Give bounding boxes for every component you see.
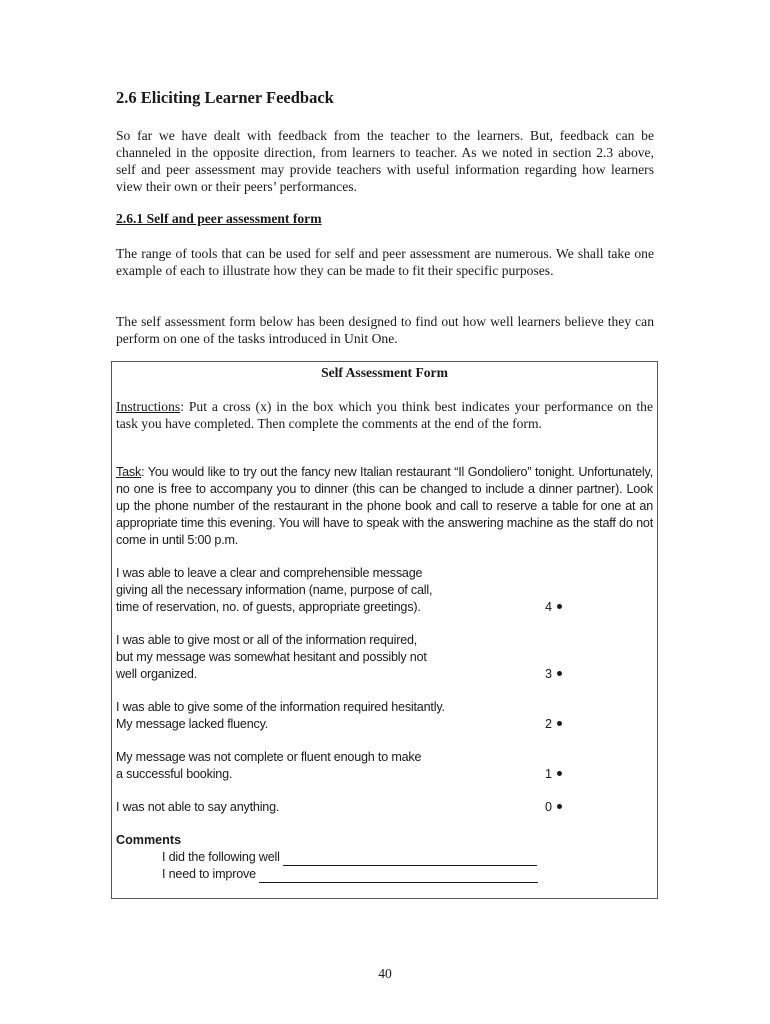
instructions-label: Instructions — [116, 399, 181, 414]
self-assessment-form-box — [111, 361, 658, 899]
page-number: 40 — [378, 966, 392, 981]
comment-improve-row — [162, 866, 538, 883]
bullet-icon — [557, 604, 562, 609]
criterion-4 — [116, 565, 476, 616]
form-title: Self Assessment Form — [321, 365, 448, 380]
score-value: 4 — [545, 600, 553, 614]
form-task — [116, 464, 653, 549]
score-value: 1 — [545, 767, 553, 781]
bullet-icon — [557, 721, 562, 726]
comment-improve-label: I need to improve — [162, 867, 256, 881]
comment-well-row — [162, 849, 537, 866]
score-value: 2 — [545, 717, 553, 731]
task-label: Task — [116, 465, 142, 479]
criterion-line: giving all the necessary information (name, purpose of call, — [116, 583, 433, 597]
score-option-1[interactable] — [545, 766, 562, 783]
criterion-line: I was able to give some of the information required hesitantly. — [116, 700, 445, 714]
criterion-line: My message lacked fluency. — [116, 717, 269, 731]
comment-well-field[interactable] — [283, 852, 537, 866]
tools-paragraph: The range of tools that can be used for self and peer assessment are numerous. We shall take one example of each to illustrate how they can be made to fit their specific purposes. — [116, 246, 654, 278]
bullet-icon — [557, 671, 562, 676]
criterion-line: well organized. — [116, 667, 198, 681]
criterion-line: I was able to leave a clear and comprehensible message — [116, 566, 423, 580]
criterion-line: I was not able to say anything. — [116, 800, 280, 814]
task-text: : You would like to try out the fancy new Italian restaurant “Il Gondoliero” tonight. Unfortunately, no one is free to accompany you to dinner (this can be changed to include a dinner partner). Look up the phone number of the restaurant in the phone book and call to reserve a table for one at an appropriate time this evening. You will have to speak with the answering machine as the staff do not come in until 5:00 p.m. — [116, 465, 653, 547]
score-option-0[interactable] — [545, 799, 562, 816]
form-instructions — [116, 398, 653, 432]
instructions-text: : Put a cross (x) in the box which you think best indicates your performance on the task you have completed. Then complete the comments at the end of the form. — [116, 399, 653, 431]
score-value: 3 — [545, 667, 553, 681]
score-value: 0 — [545, 800, 553, 814]
subsection-title: 2.6.1 Self and peer assessment form — [116, 211, 322, 226]
criterion-line: a successful booking. — [116, 767, 233, 781]
comment-improve-field[interactable] — [259, 869, 538, 883]
score-option-4[interactable] — [545, 599, 562, 616]
comment-well-label: I did the following well — [162, 850, 280, 864]
score-option-2[interactable] — [545, 716, 562, 733]
intro-paragraph: So far we have dealt with feedback from the teacher to the learners. But, feedback can be channeled in the opposite direction, from learners to teacher. As we noted in section 2.3 above, self and peer assessment may provide teachers with useful information regarding how learners view their own or their peers’ performances. — [116, 128, 654, 194]
criterion-2 — [116, 699, 476, 733]
criterion-line: time of reservation, no. of guests, appropriate greetings). — [116, 600, 421, 614]
criterion-line: but my message was somewhat hesitant and possibly not — [116, 650, 427, 664]
criterion-line: I was able to give most or all of the information required, — [116, 633, 418, 647]
criterion-3 — [116, 632, 476, 683]
section-title: 2.6 Eliciting Learner Feedback — [116, 88, 334, 107]
criterion-1 — [116, 749, 476, 783]
criterion-line: My message was not complete or fluent enough to make — [116, 750, 422, 764]
form-intro-paragraph: The self assessment form below has been designed to find out how well learners believe they can perform on one of the tasks introduced in Unit One. — [116, 314, 654, 346]
bullet-icon — [557, 771, 562, 776]
criterion-0 — [116, 799, 476, 816]
bullet-icon — [557, 804, 562, 809]
comments-label: Comments — [116, 833, 182, 847]
score-option-3[interactable] — [545, 666, 562, 683]
